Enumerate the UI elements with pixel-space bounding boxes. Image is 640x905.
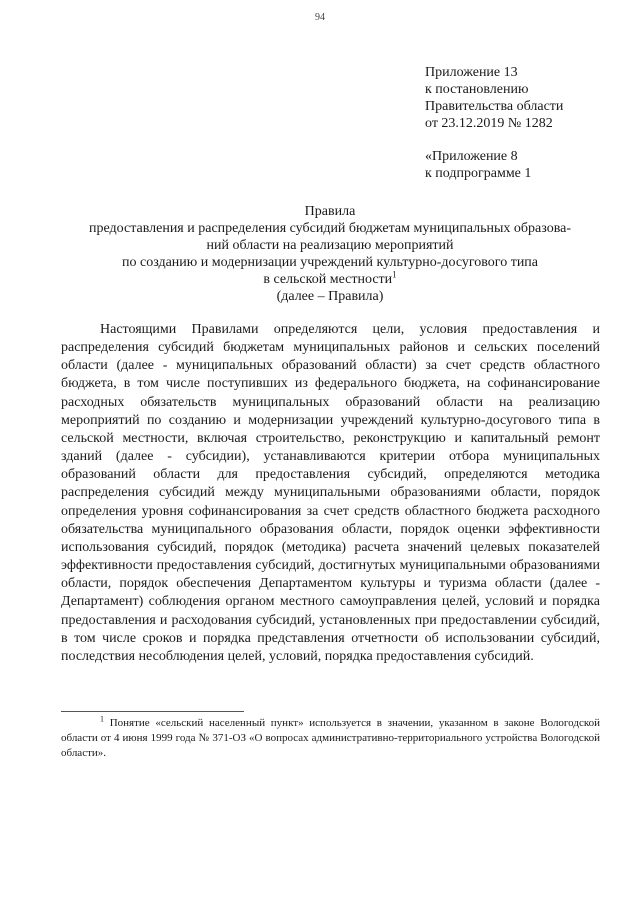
page-number: 94 (315, 12, 325, 23)
appendix-header (425, 64, 563, 182)
sub-appendix-line: «Приложение 8 (425, 149, 518, 164)
footnote (61, 716, 600, 761)
appendix-line: к постановлению (425, 82, 529, 97)
title-line: предоставления и распределения субсидий бюджетам муниципальных образова- (88, 221, 571, 236)
title-line (60, 271, 600, 288)
title-line: ний области на реализацию мероприятий (206, 238, 454, 253)
appendix-line: от 23.12.2019 № 1282 (425, 116, 553, 131)
title-line: (далее – Правила) (276, 289, 384, 304)
appendix-line: Правительства области (425, 99, 564, 114)
footnote-ref-marker: 1 (392, 269, 397, 280)
sub-appendix-header (425, 148, 563, 182)
sub-appendix-line: к подпрограмме 1 (425, 166, 532, 181)
document-title (60, 203, 600, 305)
footnote-text: Понятие «сельский населенный пункт» используется в значении, указанном в законе Вологодской области от 4 июня 1999 года № 371-ОЗ «О вопросах административно-территориального устройства Вологодской области». (61, 717, 601, 759)
appendix-line: Приложение 13 (425, 65, 518, 80)
body-paragraph: Настоящими Правилами определяются цели, условия предоставления и распределения субсидий бюджетам муниципальных районов и сельских поселений области (далее - муниципальных образований области) за счет средств областного бюджета, в том числе поступивших из федерального бюджета, на софинансирование расходных обязательств муниципальных образований области на реализацию мероприятий по созданию и модернизации учреждений культурно-досугового типа в сельской местности, включая строительство, реконструкцию и капитальный ремонт зданий (далее - субсидии), устанавливаются критерии отбора муниципальных образований области для предоставления субсидий, определяются методика распределения субсидий между муниципальными образованиями области, порядок определения уровня софинансирования за счет средств областного бюджета расходного обязательства муниципального образования области, порядок оценки эффективности использования субсидий, порядок (методика) расчета значений целевых показателей эффективности предоставления субсидий, достигнутых муниципальными образованиями области, порядок обеспечения Департаментом культуры и туризма области (далее - Департамент) соблюдения органом местного самоуправления целей, условий и порядка предоставления и расходования субсидий, установленных при предоставлении субсидий, в том числе сроков и порядка представления отчетности об использовании субсидий, последствия несоблюдения целей, условий, порядка предоставления субсидий. (61, 322, 600, 664)
footnote-divider (61, 711, 244, 712)
title-line: Правила (304, 204, 356, 219)
footnote-marker: 1 (100, 714, 104, 724)
title-line-text: в сельской местности (263, 272, 393, 287)
title-line: по созданию и модернизации учреждений культурно-досугового типа (121, 255, 539, 270)
